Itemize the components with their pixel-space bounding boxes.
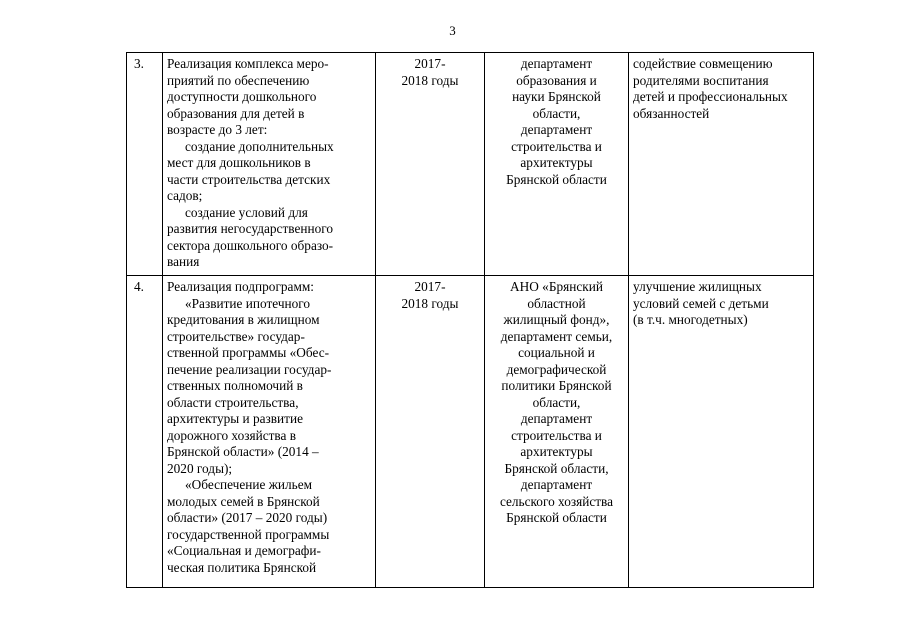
executors-cell (485, 53, 629, 276)
task-cell (163, 53, 376, 276)
task-line: «Развитие ипотечного (185, 295, 311, 311)
executor-line: образования и (516, 72, 597, 88)
result-line: условий семей с детьми (633, 295, 769, 311)
executor-line: области, (532, 394, 581, 410)
table-row (127, 276, 814, 588)
task-line: 2020 годы); (167, 460, 233, 476)
task-line: создание дополнительных (185, 138, 334, 154)
executor-line: области, (532, 105, 581, 121)
task-line: доступности дошкольного (167, 89, 317, 104)
task-line: создание условий для (185, 204, 308, 220)
task-line: области строительства, (167, 394, 299, 410)
executor-line: Брянской области, (504, 460, 609, 476)
result-line: (в т.ч. многодетных) (633, 312, 748, 327)
task-line: строительстве» государ- (167, 328, 305, 344)
result-line: содействие совмещению (633, 56, 773, 71)
task-cell (163, 276, 376, 588)
executor-line: строительства и (511, 138, 602, 154)
task-line: области» (2017 – 2020 годы) (167, 510, 328, 525)
term-line: 2017- (414, 56, 446, 71)
task-line: мест для дошкольников в (167, 155, 311, 170)
task-line: дорожного хозяйства в (167, 427, 297, 443)
executor-line: департамент (520, 122, 593, 137)
task-line: ственной программы «Обес- (167, 345, 330, 360)
term-line: 2018 годы (401, 72, 459, 88)
page-number: 3 (449, 23, 456, 38)
task-line: сектора дошкольного образо- (167, 237, 334, 253)
result-line: обязанностей (633, 105, 710, 121)
executor-line: Брянской области (506, 510, 607, 525)
task-line: молодых семей в Брянской (167, 493, 320, 509)
result-line: детей и профессиональных (633, 89, 788, 104)
row-number-cell: 3. (127, 53, 163, 276)
executor-line: департамент (520, 477, 593, 492)
executor-line: науки Брянской (512, 89, 601, 104)
result-line: улучшение жилищных (633, 279, 762, 294)
executor-line: департамент (520, 56, 593, 71)
task-line: вания (167, 254, 200, 269)
task-line: Реализация комплекса меро- (167, 56, 329, 71)
term-cell (376, 276, 485, 588)
task-line: архитектуры и развитие (167, 411, 303, 426)
task-line: Реализация подпрограмм: (167, 279, 314, 294)
task-line: образования для детей в (167, 105, 305, 121)
result-line: родителями воспитания (633, 72, 769, 88)
task-line: садов; (167, 188, 203, 203)
term-line: 2018 годы (401, 295, 459, 311)
table-row (127, 53, 814, 276)
executor-line: политики Брянской (501, 378, 612, 393)
executor-line: архитектуры (520, 155, 593, 170)
executor-line: АНО «Брянский (510, 279, 603, 294)
row-number-cell: 4. (127, 276, 163, 588)
task-line: возрасте до 3 лет: (167, 122, 268, 137)
executor-line: демографической (506, 361, 607, 377)
executor-line: департамент семьи, (500, 328, 613, 344)
executor-line: Брянской области (506, 171, 607, 187)
result-cell (629, 276, 814, 588)
executor-line: департамент (520, 411, 593, 426)
executor-line: архитектуры (520, 444, 593, 459)
executor-line: областной (527, 295, 586, 311)
executor-line: строительства и (511, 427, 602, 443)
task-line: Брянской области» (2014 – (167, 444, 319, 459)
task-line: кредитования в жилищном (167, 312, 320, 327)
executors-cell (485, 276, 629, 588)
task-line: развития негосударственного (167, 221, 334, 236)
executor-line: социальной и (518, 345, 595, 360)
task-line: приятий по обеспечению (167, 72, 310, 88)
task-line: «Социальная и демографи- (167, 543, 321, 558)
task-line: печение реализации государ- (167, 361, 332, 377)
executor-line: жилищный фонд», (503, 312, 610, 327)
task-line: части строительства детских (167, 171, 331, 187)
term-line: 2017- (414, 279, 446, 294)
measures-table (126, 52, 814, 588)
task-line: «Обеспечение жильем (185, 477, 313, 492)
result-cell (629, 53, 814, 276)
task-line: ственных полномочий в (167, 378, 303, 393)
term-cell (376, 53, 485, 276)
executor-line: сельского хозяйства (499, 493, 614, 509)
task-line: государственной программы (167, 526, 330, 542)
task-line: ческая политика Брянской (167, 559, 317, 575)
